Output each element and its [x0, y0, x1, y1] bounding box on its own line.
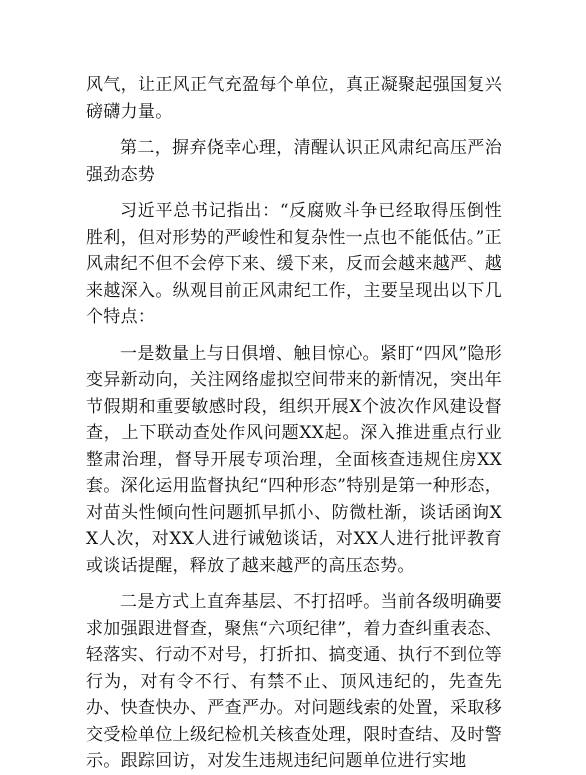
paragraph-continuation: 风气，让正风正气充盈每个单位，真正凝聚起强国复兴磅礴力量。 [86, 75, 502, 122]
paragraph-intro: 习近平总书记指出：“反腐败斗争已经取得压倒性胜利，但对形势的严峻性和复杂性一点也不能低估。”正风肃纪不但不会停下来、缓下来，反而会越来越严、越来越深入。纵观目前正风肃纪工作，主要呈现出以下几个特点： [86, 201, 502, 327]
paragraph-point-two: 二是方式上直奔基层、不打招呼。当前各级明确要求加强跟进督查，聚焦“六项纪律”，着力查纠重表态、轻落实、行动不对号，打折扣、搞变通、执行不到位等行为，对有令不行、有禁不止、顶风违纪的，先查先办、快查快办、严查严办。对问题线索的处置，采取移交受检单位上级纪检机关核查处理，限时查结、及时警示。跟踪回访，对发生违规违纪问题单位进行实地 [86, 592, 502, 771]
section-heading: 第二，摒弃侥幸心理，清醒认识正风肃纪高压严治强劲态势 [86, 138, 502, 185]
paragraph-point-one: 一是数量上与日俱增、触目惊心。紧盯“四风”隐形变异新动向，关注网络虚拟空间带来的新情况，突出年节假期和重要敏感时段，组织开展X个波次作风建设督查，上下联动查处作风问题XX起。深入推进重点行业整肃治理，督导开展专项治理，全面核查违规住房XX套。深化运用监督执纪“四种形态”特别是第一种形态，对苗头性倾向性问题抓早抓小、防微杜渐，谈话函询XX人次，对XX人进行诫勉谈话，对XX人进行批评教育或谈话提醒，释放了越来越严的高压态势。 [86, 343, 502, 576]
document-page [86, 72, 502, 775]
